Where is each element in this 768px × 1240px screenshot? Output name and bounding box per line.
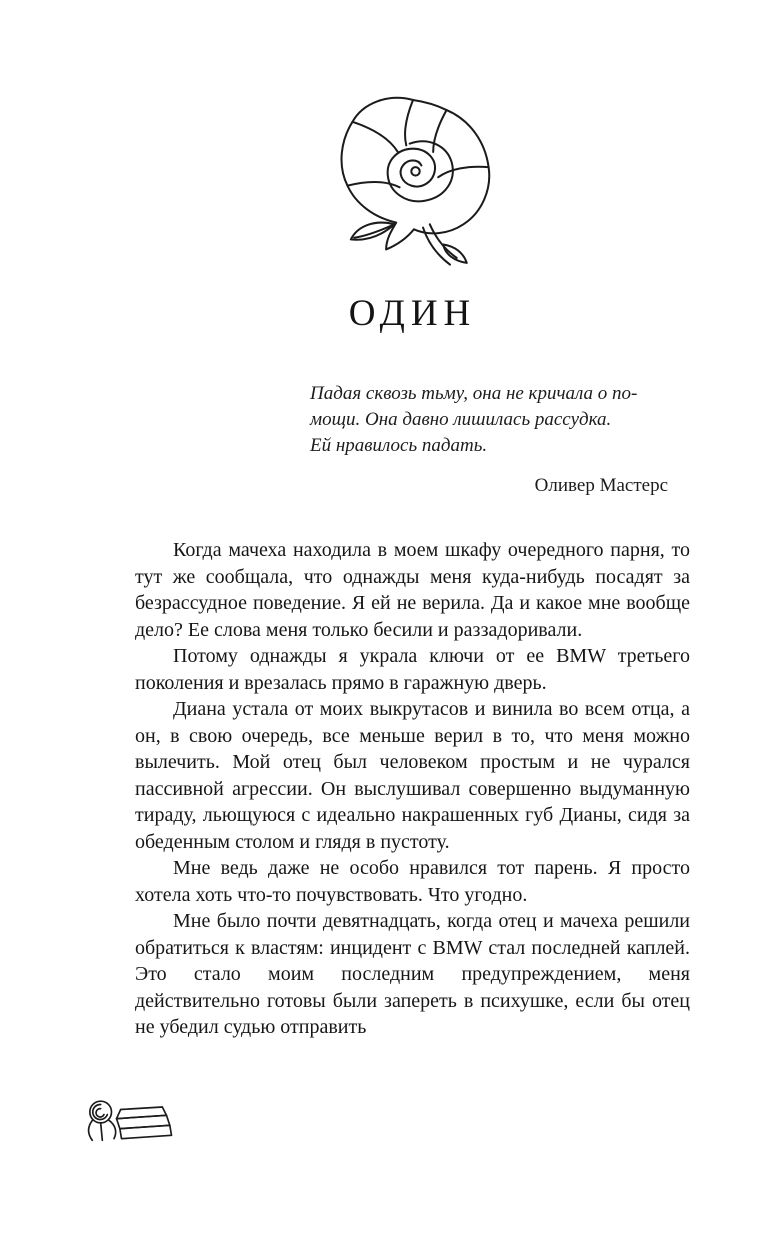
- paragraph: Потому однажды я украла ключи от ее BMW третьего поколения и врезалась прямо в гаражную дверь.: [135, 645, 690, 694]
- epigraph-line: Ей нравилось падать.: [310, 435, 488, 456]
- paragraph: Мне ведь даже не особо нравился тот парень. Я просто хотела хоть что-то почувствовать. Что угодно.: [135, 857, 690, 906]
- body-text: [135, 537, 690, 1041]
- epigraph-attribution: Оливер Мастерс: [534, 475, 668, 496]
- paragraph: Мне было почти девятнадцать, когда отец и мачеха решили обратиться к властям: инцидент с BMW стал последней каплей. Это стало моим последним предупреждением, меня действительно готовы были запереть в психушке, если бы отец не убедил судью отправить: [135, 910, 690, 1038]
- footer-ornament: [82, 1082, 176, 1152]
- paragraph: Диана устала от моих выкрутасов и винила во всем отца, а он, в свою очередь, все меньше верил в то, что меня можно вылечить. Мой отец был человеком простым и не чурался пассивной агрессии. Он выслушивал совершенно выдуманную тираду, льющуюся с идеально накрашенных губ Дианы, сидя за обеденным столом и глядя в пустоту.: [135, 698, 690, 853]
- paragraph: Когда мачеха находила в моем шкафу очередного парня, то тут же сообщала, что однажды меня куда-нибудь посадят за безрассудное поведение. Я ей не верила. Да и какое мне вообще дело? Ее слова меня только бесили и раззадоривали.: [135, 539, 690, 641]
- chapter-title: ОДИН: [348, 293, 477, 334]
- epigraph-line: Падая сквозь тьму, она не кричала о по-: [310, 383, 638, 404]
- rose-engraving-icon: [329, 256, 497, 273]
- page-content: [135, 88, 690, 1041]
- chapter-header-illustration: [135, 88, 690, 274]
- rose-on-books-icon: [82, 1134, 176, 1151]
- epigraph-line: мощи. Она давно лишилась рассудка.: [310, 409, 612, 430]
- epigraph: [310, 381, 668, 499]
